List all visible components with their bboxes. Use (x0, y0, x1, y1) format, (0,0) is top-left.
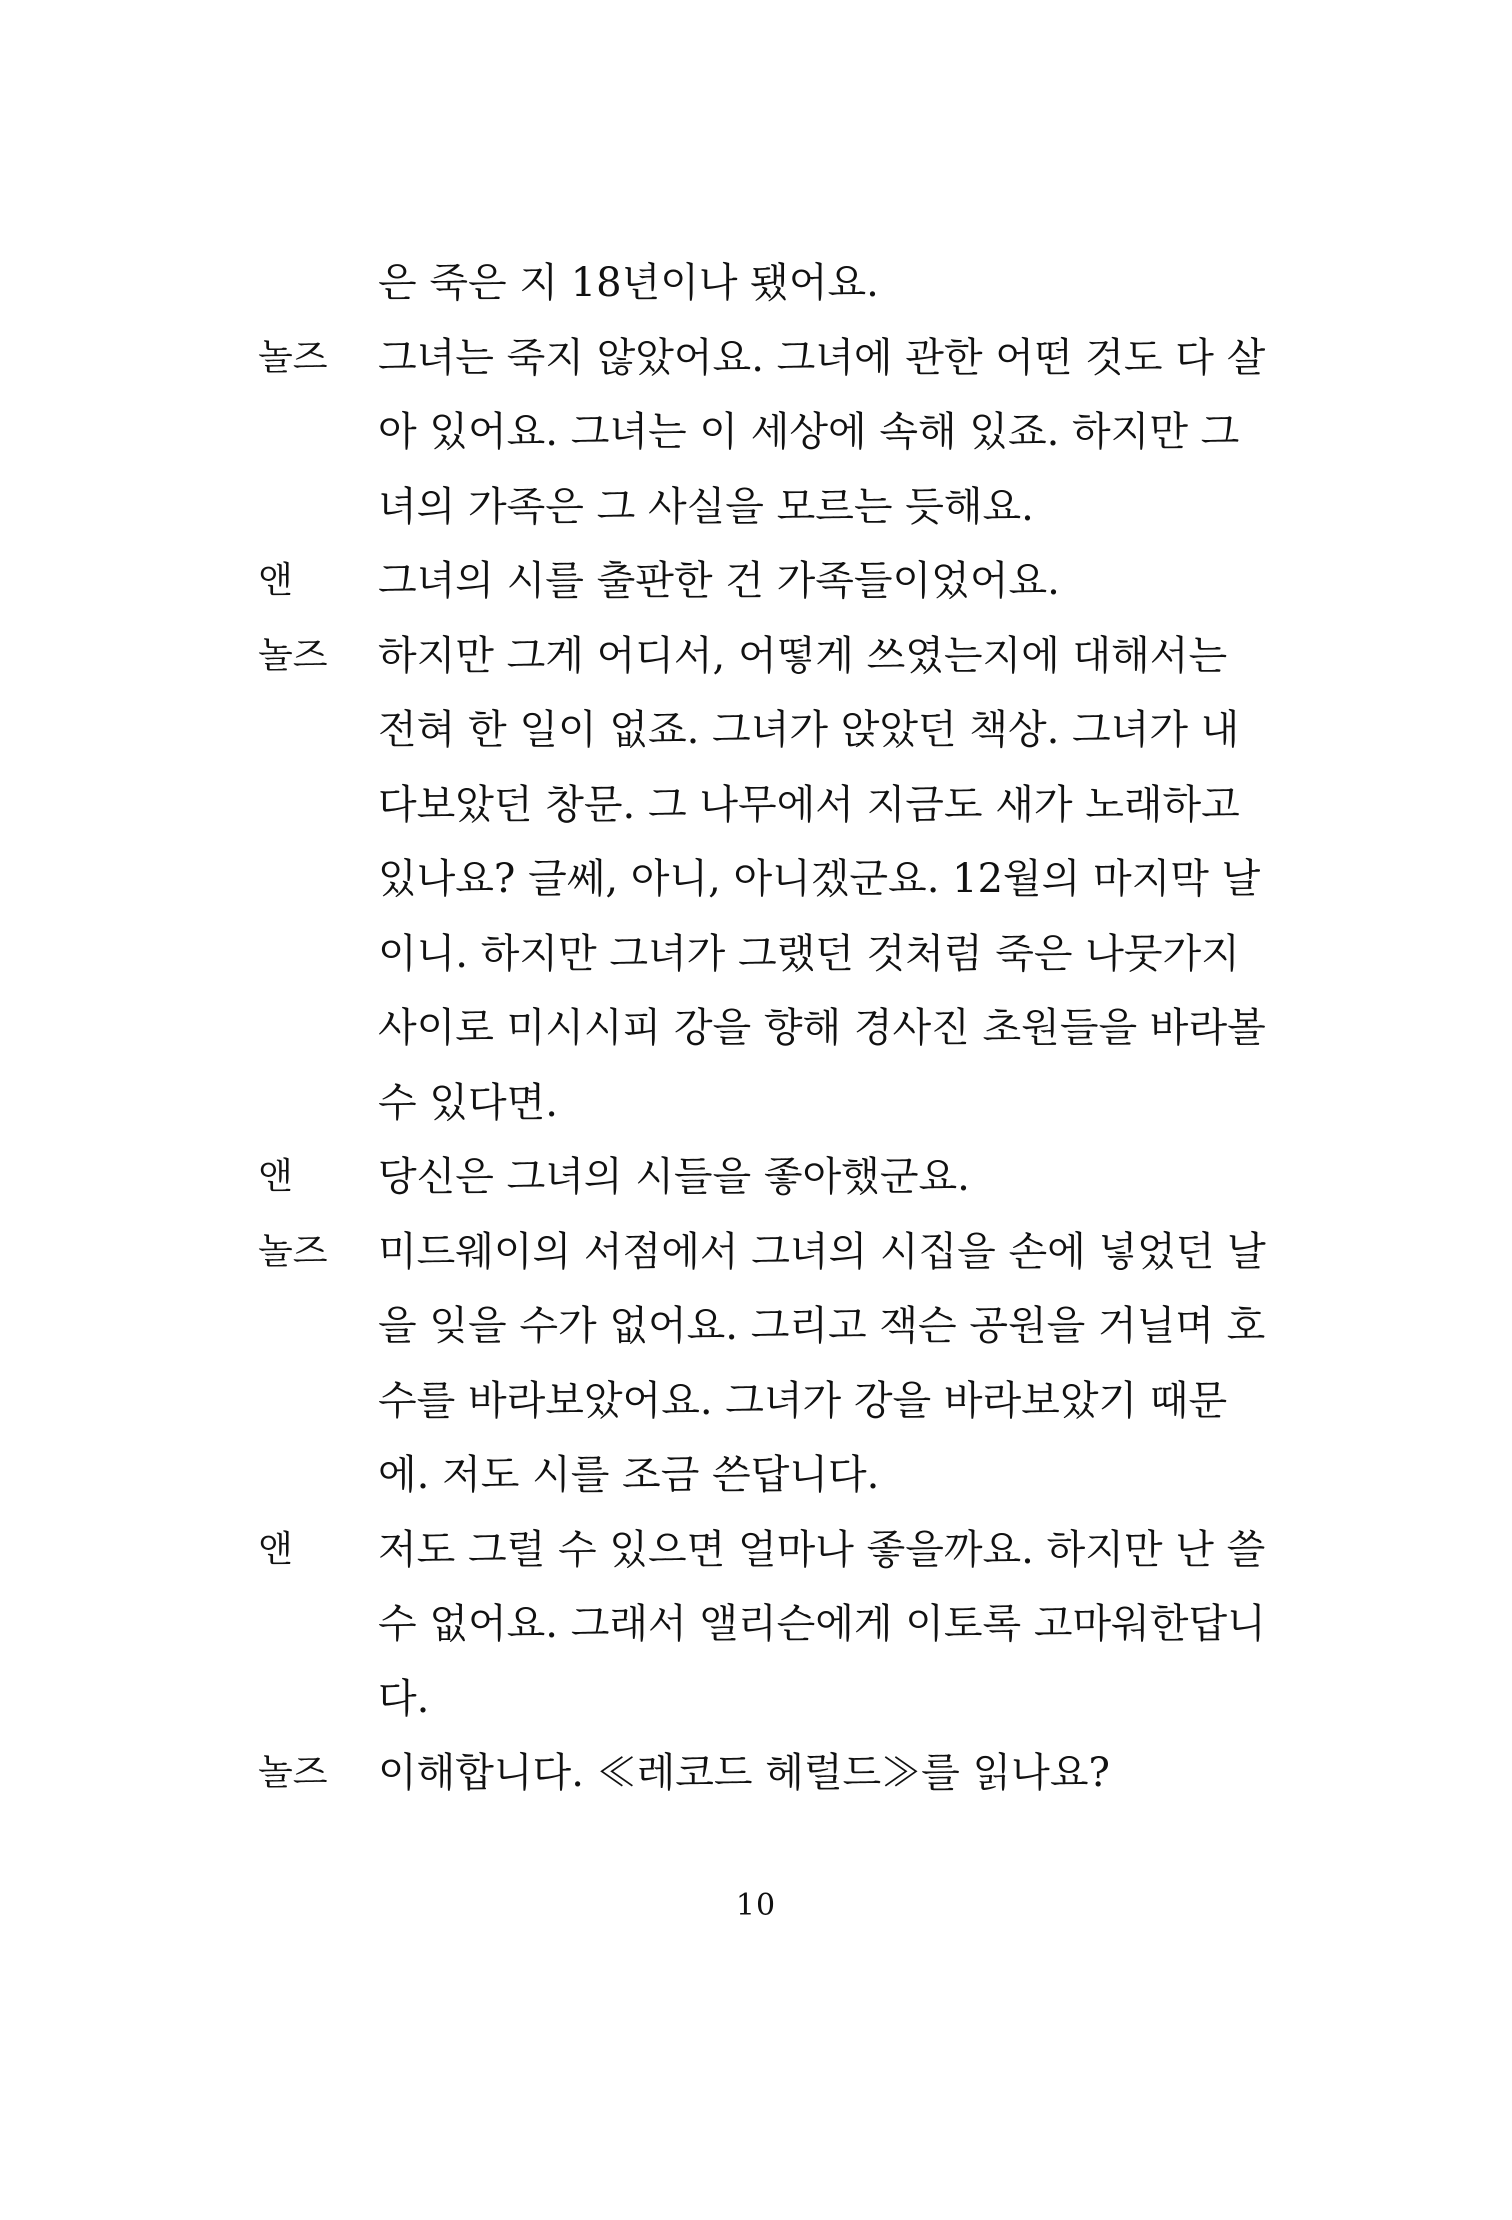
dialogue-line (258, 544, 1198, 619)
speaker-name: 앤 (258, 1528, 293, 1570)
dialogue-text: 그녀의 시를 출판한 건 가족들이었어요. (378, 558, 1060, 604)
dialogue-text: 사이로 미시시피 강을 향해 경사진 초원들을 바라볼 (378, 1005, 1266, 1051)
dialogue-text: 에. 저도 시를 조금 쓴답니다. (378, 1452, 880, 1498)
dialogue-line (258, 1364, 1228, 1439)
dialogue-line (258, 1513, 1266, 1588)
dialogue-line (258, 470, 1198, 545)
dialogue-text: 을 잊을 수가 없어요. 그리고 잭슨 공원을 거닐며 호 (378, 1303, 1266, 1349)
speaker-name: 놀즈 (258, 336, 328, 378)
dialogue-text: 녀의 가족은 그 사실을 모르는 듯해요. (378, 483, 1034, 530)
dialogue-line (258, 768, 1240, 843)
dialogue-text: 당신은 그녀의 시들을 좋아했군요. (378, 1154, 970, 1200)
speaker-name: 앤 (258, 1156, 293, 1197)
dialogue-block (258, 544, 1198, 619)
speaker-name: 놀즈 (258, 634, 328, 676)
dialogue-line (258, 1066, 1198, 1141)
dialogue-text: 이니. 하지만 그녀가 그랬던 것처럼 죽은 나뭇가지 (378, 930, 1240, 977)
dialogue-line (258, 1289, 1266, 1364)
dialogue-block (258, 246, 1198, 321)
dialogue-line (258, 321, 1266, 396)
dialogue-block (258, 1215, 1266, 1513)
dialogue-block (258, 1736, 1198, 1811)
dialogue-text: 하지만 그게 어디서, 어떻게 쓰였는지에 대해서는 (378, 632, 1228, 679)
dialogue-text: 수 있다면. (378, 1079, 558, 1126)
speaker-name: 앤 (258, 560, 293, 601)
dialogue-line (258, 917, 1240, 992)
dialogue-line (258, 1587, 1266, 1662)
dialogue-line (258, 1438, 1198, 1513)
dialogue-line (258, 1736, 1198, 1811)
dialogue-text: 그녀는 죽지 않았어요. 그녀에 관한 어떤 것도 다 살 (378, 334, 1266, 381)
dialogue-line (258, 1140, 1198, 1215)
dialogue-text: 다. (378, 1675, 430, 1722)
dialogue-line (258, 1662, 1198, 1737)
dialogue-text: 아 있어요. 그녀는 이 세상에 속해 있죠. 하지만 그 (378, 409, 1240, 455)
dialogue-line (258, 246, 1198, 321)
dialogue-text: 은 죽은 지 18년이나 됐어요. (378, 260, 879, 306)
dialogue-block (258, 321, 1266, 545)
dialogue-text: 전혀 한 일이 없죠. 그녀가 앉았던 책상. 그녀가 내 (378, 707, 1240, 753)
dialogue-line (258, 395, 1240, 470)
dialogue-text: 있나요? 글쎄, 아니, 아니겠군요. 12월의 마지막 날 (378, 856, 1261, 902)
dialogue-line (258, 693, 1240, 768)
dialogue-line (258, 1215, 1266, 1290)
dialogue-block (258, 1140, 1198, 1215)
dialogue-text: 저도 그럴 수 있으면 얼마나 좋을까요. 하지만 난 쓸 (378, 1526, 1266, 1573)
dialogue-line (258, 991, 1266, 1066)
dialogue-text: 이해합니다. ≪레코드 헤럴드≫를 읽나요? (378, 1750, 1110, 1796)
speaker-name: 놀즈 (258, 1752, 328, 1793)
page-number: 10 (735, 1888, 777, 1923)
dialogue-block (258, 619, 1266, 1141)
dialogue-line (258, 619, 1228, 694)
dialogue-text: 다보았던 창문. 그 나무에서 지금도 새가 노래하고 (378, 781, 1240, 828)
play-script-body (258, 246, 1266, 1811)
dialogue-block (258, 1513, 1266, 1737)
speaker-name: 놀즈 (258, 1230, 328, 1272)
dialogue-line (258, 842, 1261, 917)
dialogue-text: 수를 바라보았어요. 그녀가 강을 바라보았기 때문 (378, 1377, 1228, 1424)
dialogue-text: 수 없어요. 그래서 앨리슨에게 이토록 고마워한답니 (378, 1601, 1266, 1647)
dialogue-text: 미드웨이의 서점에서 그녀의 시집을 손에 넣었던 날 (378, 1228, 1266, 1275)
